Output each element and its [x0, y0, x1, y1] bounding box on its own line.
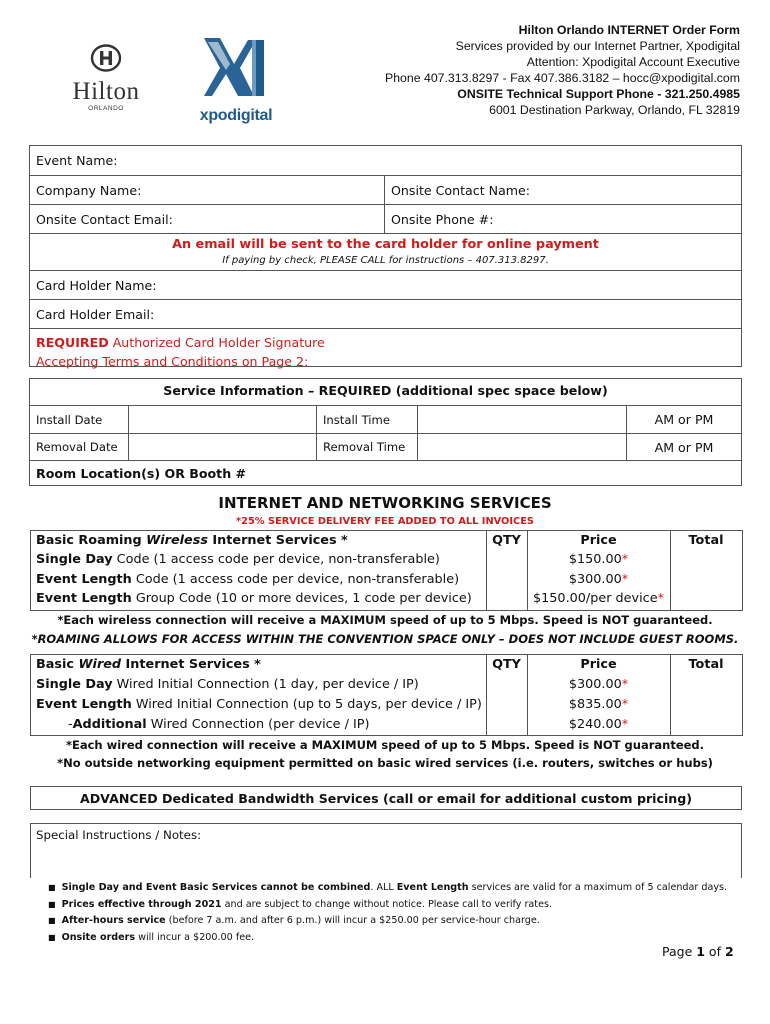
card-holder-email-field[interactable]: Card Holder Email: — [36, 306, 155, 322]
signature-terms: Accepting Terms and Conditions on Page 2: — [36, 354, 309, 369]
removal-row — [30, 434, 741, 461]
wired-header: Basic Wired Internet Services * — [36, 657, 261, 672]
wired-item-row: -Additional Wired Connection (per device / IP) — [68, 717, 370, 732]
header-address: 6001 Destination Parkway, Orlando, FL 32819 — [489, 103, 740, 117]
service-info-title: Service Information – REQUIRED (additional spec space below) — [163, 383, 608, 398]
advanced-bandwidth-box[interactable] — [30, 786, 742, 810]
wired-services-table — [30, 654, 743, 736]
company-name-field[interactable]: Company Name: — [36, 182, 142, 198]
hilton-logo — [60, 44, 152, 112]
room-location-field[interactable] — [30, 461, 246, 486]
wireless-qty-input[interactable] — [487, 550, 527, 610]
wired-price-header: Price — [580, 657, 617, 672]
removal-am-pm[interactable]: AM or PM — [654, 439, 714, 455]
wired-item-price: $300.00* — [568, 677, 629, 692]
removal-time-label: Removal Time — [323, 440, 406, 454]
check-payment-notice: If paying by check, PLEASE CALL for instructions – 407.313.8297. — [222, 255, 549, 266]
terms-list — [48, 880, 727, 946]
wireless-speed-note: *Each wireless connection will receive a MAXIMUM speed of up to 5 Mbps. Speed is NOT guaranteed. — [57, 613, 713, 627]
email-phone-row — [30, 205, 741, 234]
card-holder-name-row — [30, 271, 741, 300]
wired-speed-note: *Each wired connection will receive a MAXIMUM speed of up to 5 Mbps. Speed is NOT guaranteed. — [65, 738, 705, 752]
wired-equipment-note: *No outside networking equipment permitted on basic wired services (i.e. routers, switches or hubs) — [57, 756, 713, 770]
list-item: ■ Prices effective through 2021 and are subject to change without notice. Please call to verify rates. — [48, 897, 727, 914]
list-item: ■ Single Day and Event Basic Services cannot be combined. ALL Event Length services are valid for a maximum of 5 calendar days. — [48, 880, 727, 897]
contact-payment-box — [29, 145, 742, 367]
internet-section-title: INTERNET AND NETWORKING SERVICES — [218, 494, 552, 512]
wireless-header: Basic Roaming Wireless Internet Services * — [36, 533, 348, 548]
wired-total-input[interactable] — [671, 675, 742, 735]
wireless-total-input[interactable] — [671, 550, 742, 610]
install-time-input[interactable] — [418, 406, 626, 433]
wireless-item-price: $150.00/per device* — [533, 591, 664, 606]
onsite-contact-email-field[interactable]: Onsite Contact Email: — [36, 211, 173, 227]
room-location-label: Room Location(s) OR Booth # — [36, 466, 247, 481]
special-instructions-box[interactable] — [30, 823, 742, 878]
wired-item-price: $240.00* — [568, 717, 629, 732]
service-fee-notice: *25% SERVICE DELIVERY FEE ADDED TO ALL INVOICES — [236, 516, 534, 527]
wired-qty-input[interactable] — [487, 675, 527, 735]
xpodigital-wordmark: xpodigital — [199, 107, 273, 124]
form-title: Hilton Orlando INTERNET Order Form — [518, 23, 740, 37]
wireless-total-header: Total — [688, 533, 724, 548]
header-partner: Services provided by our Internet Partner, Xpodigital — [455, 39, 740, 53]
wireless-roaming-note: *ROAMING ALLOWS FOR ACCESS WITHIN THE CONVENTION SPACE ONLY – DOES NOT INCLUDE GUEST ROOMS. — [31, 632, 739, 646]
wired-item-price: $835.00* — [568, 697, 629, 712]
wireless-item-row: Single Day Code (1 access code per device, non-transferable) — [36, 552, 440, 567]
removal-date-input[interactable] — [129, 434, 316, 460]
email-payment-notice: An email will be sent to the card holder for online payment — [172, 237, 599, 252]
hilton-location: ORLANDO — [88, 105, 124, 112]
hilton-wordmark: Hilton — [72, 78, 140, 105]
xpodigital-emblem-icon — [190, 34, 282, 102]
header-contact: Phone 407.313.8297 - Fax 407.386.3182 – hocc@xpodigital.com — [385, 71, 740, 85]
wireless-item-price: $150.00* — [568, 552, 629, 567]
install-row — [30, 406, 741, 434]
wireless-price-header: Price — [580, 533, 617, 548]
event-name-row — [30, 146, 741, 176]
advanced-bandwidth-label: ADVANCED Dedicated Bandwidth Services (call or email for additional custom pricing) — [79, 790, 693, 806]
card-holder-email-row — [30, 300, 741, 329]
header-support-phone: ONSITE Technical Support Phone - 321.250.4985 — [457, 87, 740, 101]
install-date-input[interactable] — [129, 406, 316, 433]
company-row — [30, 176, 741, 205]
service-info-box — [29, 378, 742, 486]
signature-label: Authorized Card Holder Signature — [108, 335, 325, 350]
wireless-item-price: $300.00* — [568, 572, 629, 587]
header-attention: Attention: Xpodigital Account Executive — [526, 55, 740, 69]
xpodigital-logo — [190, 34, 282, 125]
event-name-field[interactable]: Event Name: — [36, 153, 118, 168]
install-date-label: Install Date — [36, 412, 103, 427]
required-word: REQUIRED — [36, 335, 109, 350]
onsite-contact-name-field[interactable]: Onsite Contact Name: — [391, 182, 531, 198]
removal-time-input[interactable] — [418, 434, 626, 460]
wireless-item-row: Event Length Code (1 access code per device, non-transferable) — [36, 572, 460, 587]
card-holder-name-field[interactable]: Card Holder Name: — [36, 277, 157, 293]
list-item: ■ After-hours service (before 7 a.m. and after 6 p.m.) will incur a $250.00 per service-hour charge. — [48, 913, 727, 930]
removal-date-label: Removal Date — [36, 440, 118, 454]
wired-item-row: Event Length Wired Initial Connection (up to 5 days, per device / IP) — [36, 697, 482, 712]
signature-field[interactable] — [36, 333, 325, 371]
wireless-qty-header: QTY — [492, 533, 521, 548]
list-item: ■ Onsite orders will incur a $200.00 fee. — [48, 930, 727, 947]
wired-item-row: Single Day Wired Initial Connection (1 day, per device / IP) — [36, 677, 419, 692]
form-header — [385, 22, 740, 118]
wired-total-header: Total — [688, 657, 724, 672]
wireless-services-table — [30, 530, 743, 611]
wireless-item-row: Event Length Group Code (10 or more devices, 1 code per device) — [36, 591, 472, 606]
special-instructions-label: Special Instructions / Notes: — [36, 828, 202, 842]
wired-qty-header: QTY — [492, 657, 521, 672]
service-info-title-row — [30, 379, 741, 406]
hilton-h-emblem-icon — [89, 44, 123, 72]
page-number: Page 1 of 2 — [662, 944, 734, 959]
onsite-phone-field[interactable]: Onsite Phone #: — [391, 211, 494, 227]
payment-notice-row — [30, 234, 741, 271]
install-am-pm[interactable]: AM or PM — [654, 412, 714, 427]
install-time-label: Install Time — [323, 412, 390, 427]
